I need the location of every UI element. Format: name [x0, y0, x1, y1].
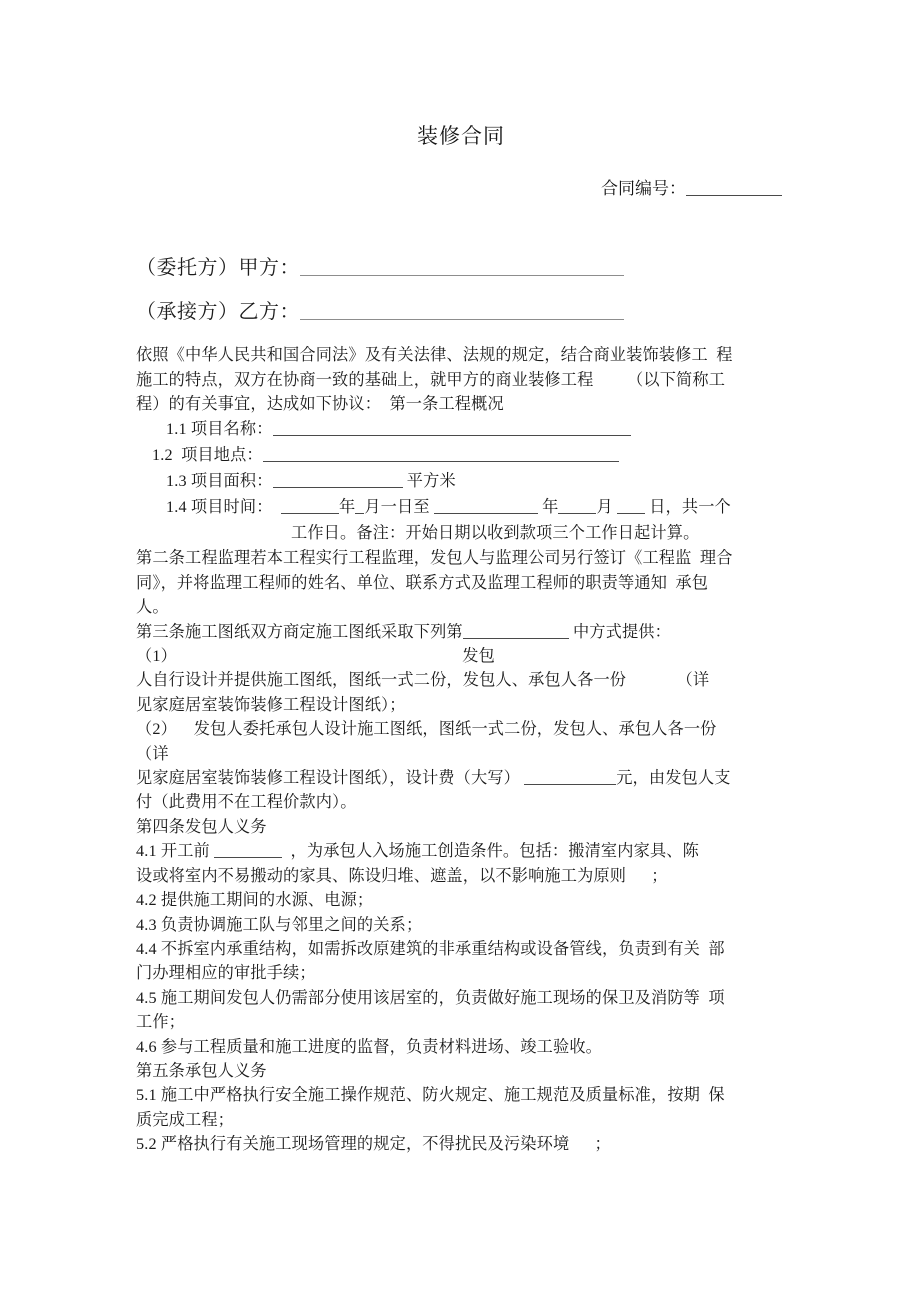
section-three-option1-line1: （1） 发包: [136, 647, 495, 666]
section-three-option1-line3: 见家庭居室装饰装修工程设计图纸）；: [136, 695, 406, 714]
section-three-option2-line3: [136, 766, 786, 790]
item-4-6: 4.6 参与工程质量和施工进度的监督，负责材料进场、竣工验收。: [136, 1037, 602, 1056]
party-a-label: （委托方）甲方：: [136, 257, 300, 280]
item-1-4-month2-blank[interactable]: [558, 498, 596, 514]
item-1-4-year2-blank[interactable]: [434, 498, 538, 514]
section-three-fee-blank[interactable]: [524, 769, 616, 785]
page-title: 装修合同: [417, 124, 505, 148]
contract-number-label: 合同编号：: [601, 179, 686, 199]
item-1-1: [136, 416, 786, 442]
item-4-5-line-1: 4.5 施工期间发包人仍需部分使用该居室的，负责做好施工现场的保卫及消防等 项: [136, 988, 725, 1007]
parties-block: [136, 255, 786, 326]
contract-number-line: [136, 174, 786, 199]
section-two-line-3: 人。: [136, 598, 169, 617]
preamble-line-3: 程）的有关事宜，达成如下协议： 第一条工程概况: [136, 395, 504, 413]
item-4-1-blank[interactable]: [214, 842, 282, 858]
item-4-5-line-2: 工作；: [136, 1013, 186, 1032]
party-a-row: [136, 255, 786, 282]
section-five-heading: 第五条承包人义务: [136, 1061, 267, 1080]
item-1-4: [136, 494, 786, 520]
item-1-2-label: 1.2 项目地点：: [152, 446, 263, 465]
section-three-option2-after: 元，由发包人支: [616, 769, 731, 788]
item-1-4-note: 工作日。备注：开始日期以收到款项三个工作日起计算。: [291, 524, 700, 543]
item-1-4-year2-unit: 年: [542, 498, 559, 517]
item-1-4-year1-blank[interactable]: [281, 498, 339, 514]
section-two-line-1: 第二条工程监理若本工程实行工程监理，发包人与监理公司另行签订《工程监 理合: [136, 549, 733, 568]
item-1-3: [136, 468, 786, 494]
item-1-3-unit: 平方米: [406, 472, 456, 491]
item-1-4-month1-blank[interactable]: [355, 498, 364, 514]
document-text: [136, 343, 786, 1156]
item-1-2-blank[interactable]: [263, 446, 619, 462]
item-4-1-before: 4.1 开工前: [136, 842, 210, 861]
item-4-1-continued: 设或将室内不易搬动的家具、陈设归堆、遮盖，以不影响施工为原则 ；: [136, 866, 668, 885]
item-5-2: 5.2 严格执行有关施工现场管理的规定，不得扰民及污染环境 ；: [136, 1135, 611, 1154]
section-three-option2-line2: （详: [136, 744, 169, 763]
section-three-lead: [136, 620, 786, 644]
item-1-4-day2-blank[interactable]: [617, 498, 645, 514]
item-1-1-label: 1.1 项目名称：: [166, 420, 273, 439]
item-5-1-line-1: 5.1 施工中严格执行安全施工操作规范、防火规定、施工规范及质量标准，按期 保: [136, 1086, 725, 1105]
section-three-lead-before: 第三条施工图纸双方商定施工图纸采取下列第: [136, 622, 463, 641]
party-b-row: [136, 299, 786, 326]
section-one-items: [136, 416, 786, 546]
item-4-3: 4.3 负责协调施工队与邻里之间的关系；: [136, 915, 423, 934]
party-b-label: （承接方）乙方：: [136, 301, 300, 324]
section-three-option1-line2: 人自行设计并提供施工图纸，图纸一式二份，发包人、承包人各一份 （详: [136, 671, 710, 690]
section-two-line-2: 同》，并将监理工程师的姓名、单位、联系方式及监理工程师的职责等通知 承包: [136, 573, 709, 592]
section-three-option2-line4: 付（此费用不在工程价款内）。: [136, 793, 357, 812]
item-4-4-line-1: 4.4 不拆室内承重结构，如需拆改原建筑的非承重结构或设备管线，负责到有关 部: [136, 939, 725, 958]
item-1-4-label: 1.4 项目时间：: [166, 498, 273, 517]
document-body: [136, 0, 786, 1157]
section-three-lead-after: 中方式提供：: [572, 622, 671, 641]
section-three-option2-line1: （2） 发包人委托承包人设计施工图纸，图纸一式二份，发包人、承包人各一份: [136, 720, 717, 739]
preamble-line-2: 施工的特点，双方在协商一致的基础上，就甲方的商业装修工程 （以下简称工: [136, 370, 726, 389]
item-1-4-day2-unit: 日，共一个: [649, 498, 731, 517]
party-b-blank[interactable]: [300, 300, 624, 320]
item-4-1: [136, 839, 786, 863]
contract-number-blank[interactable]: [686, 179, 782, 196]
item-1-4-month1-unit: 月: [364, 498, 381, 517]
section-four-heading: 第四条发包人义务: [136, 817, 267, 836]
item-1-1-blank[interactable]: [273, 420, 631, 436]
item-5-1-line-2: 质完成工程；: [136, 1110, 235, 1129]
item-4-4-line-2: 门办理相应的审批手续；: [136, 964, 316, 983]
item-1-3-blank[interactable]: [273, 472, 403, 488]
preamble-line-1: 依照《中华人民共和国合同法》及有关法律、法规的规定，结合商业装饰装修工 程: [136, 346, 733, 365]
item-4-2: 4.2 提供施工期间的水源、电源；: [136, 891, 374, 910]
section-three-way-blank[interactable]: [463, 622, 569, 638]
item-1-3-label: 1.3 项目面积：: [166, 472, 273, 491]
section-three-option2-before: 见家庭居室装饰装修工程设计图纸），设计费（大写）: [136, 769, 520, 788]
item-4-1-after: ，为承包人入场施工创造条件。包括：搬清室内家具、陈: [290, 842, 699, 861]
item-1-4-day1-unit: 一日至: [380, 498, 430, 517]
item-1-4-month2-unit: 月: [596, 498, 613, 517]
item-1-4-year1-unit: 年: [338, 498, 356, 517]
party-a-blank[interactable]: [300, 256, 624, 276]
item-1-2: [136, 442, 786, 468]
